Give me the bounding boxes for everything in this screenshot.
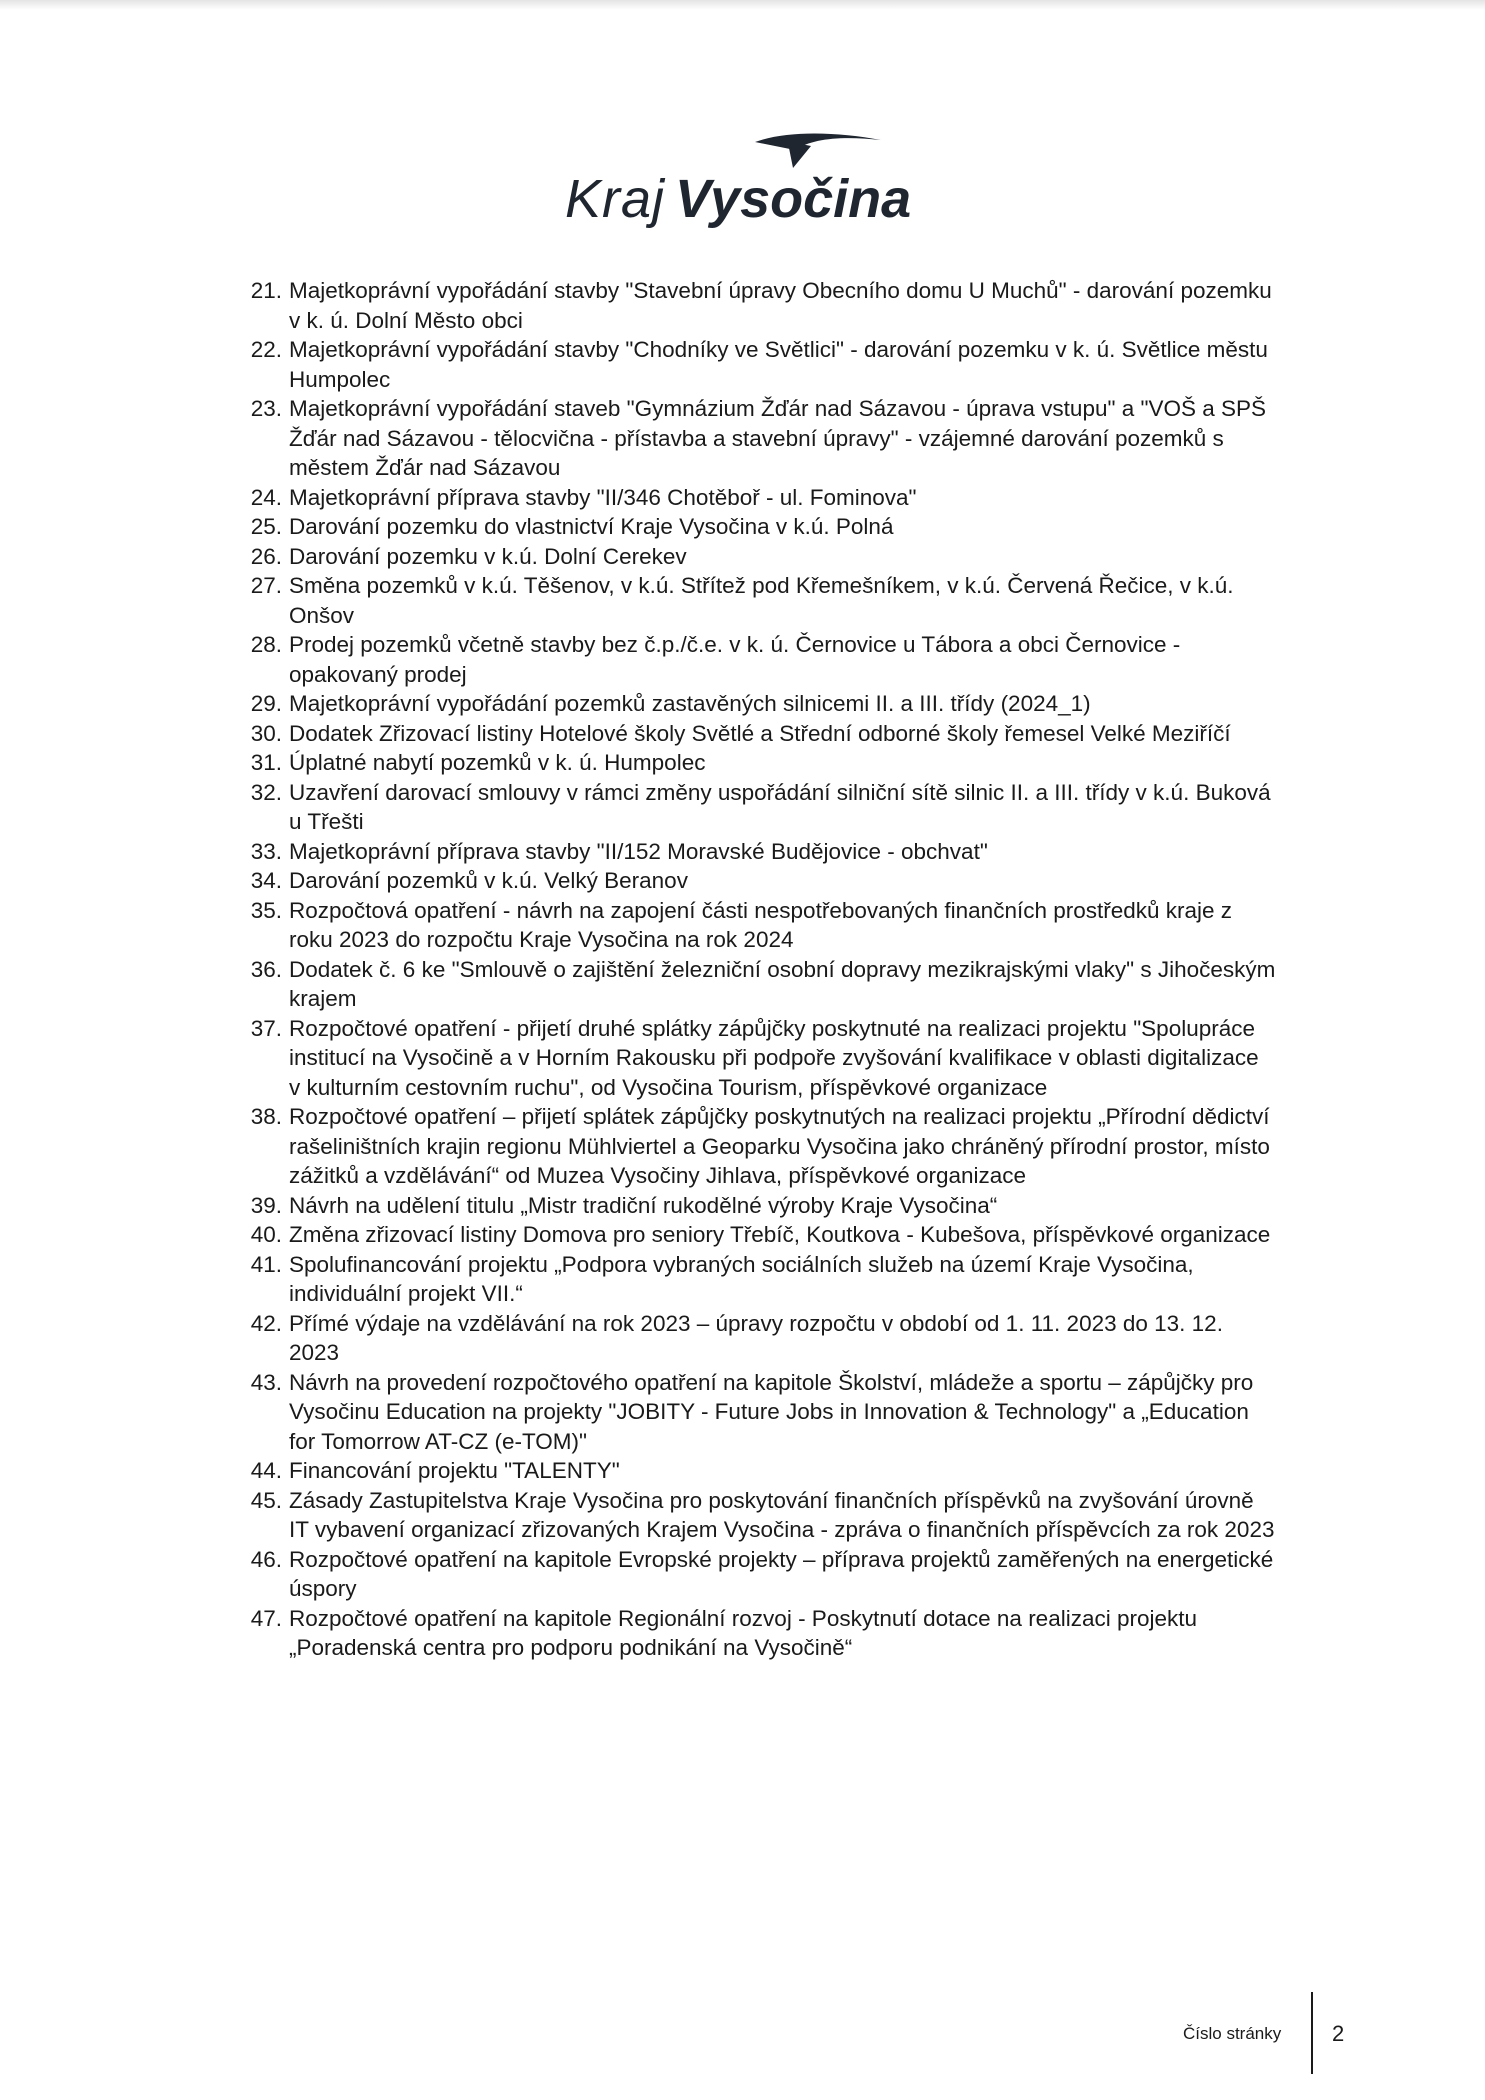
agenda-item-number: 35. (250, 897, 282, 923)
logo-text-vysocina: Vysočina (675, 169, 912, 229)
agenda-item-number: 24. (250, 484, 282, 510)
agenda-item-number: 27. (250, 573, 282, 598)
agenda-item-number: 21. (250, 278, 282, 303)
agenda-item-number: 46. (250, 1546, 282, 1572)
agenda-item (236, 571, 1276, 630)
agenda-item-text: Majetkoprávní vypořádání stavby "Chodníky ve Světlici" - darování pozemku v k. ú. Světlice městu Humpolec (289, 337, 1268, 392)
agenda-item-text: Spolufinancování projektu „Podpora vybraných sociálních služeb na území Kraje Vysočina, individuální projekt VII.“ (289, 1251, 1194, 1306)
agenda-item-text: Darování pozemku do vlastnictví Kraje Vysočina v k.ú. Polná (289, 514, 894, 539)
agenda-item-text: Majetkoprávní vypořádání pozemků zastavěných silnicemi II. a III. třídy (2024_1) (289, 691, 1091, 716)
agenda-item (236, 1014, 1276, 1103)
agenda-item-text: Majetkoprávní příprava stavby "II/346 Chotěboř - ul. Fominova" (289, 484, 917, 510)
agenda-item-number: 26. (250, 543, 282, 569)
agenda-item (236, 719, 1276, 749)
logo-wordmark (565, 168, 911, 230)
agenda-item-text: Rozpočtová opatření - návrh na zapojení části nespotřebovaných finančních prostředků kraje z roku 2023 do rozpočtu Kraje Vysočina na rok 2024 (289, 897, 1233, 952)
agenda-item-text: Návrh na provedení rozpočtového opatření na kapitole Školství, mládeže a sportu – zápůjčky pro Vysočinu Education na projekty "JOBITY - Future Jobs in Innovation & Technology" a „Education for Tomorrow AT-CZ (e-TOM)" (289, 1369, 1254, 1454)
agenda-item-number: 44. (250, 1458, 282, 1483)
agenda-item-text: Přímé výdaje na vzdělávání na rok 2023 – úpravy rozpočtu v období od 1. 11. 2023 do 13. 12. 2023 (289, 1310, 1223, 1365)
agenda-item-text: Směna pozemků v k.ú. Těšenov, v k.ú. Střítež pod Křemešníkem, v k.ú. Červená Řečice, v k.ú. Onšov (289, 573, 1234, 628)
agenda-item-number: 40. (250, 1222, 282, 1247)
agenda-item-number: 39. (250, 1192, 282, 1218)
agenda-item-number: 47. (250, 1605, 282, 1631)
agenda-item-number: 23. (250, 396, 282, 421)
kraj-vysocina-logo (565, 128, 912, 229)
agenda-item (236, 837, 1276, 867)
agenda-item (236, 1456, 1276, 1486)
agenda-item-number: 30. (250, 720, 282, 746)
logo-text-kraj: Kraj (565, 169, 666, 229)
scan-edge (0, 0, 1485, 10)
agenda-item-number: 22. (250, 337, 282, 362)
agenda-item-number: 31. (250, 750, 282, 775)
agenda-item-text: Majetkoprávní příprava stavby "II/152 Moravské Budějovice - obchvat" (289, 838, 988, 864)
agenda-item (236, 1604, 1276, 1663)
agenda-item (236, 1486, 1276, 1545)
agenda-item (236, 335, 1276, 394)
agenda-item-number: 34. (250, 868, 282, 893)
agenda-item-text: Úplatné nabytí pozemků v k. ú. Humpolec (289, 750, 706, 775)
agenda-item-number: 25. (250, 514, 282, 539)
agenda-item-text: Rozpočtové opatření na kapitole Evropské projekty – příprava projektů zaměřených na energetické úspory (289, 1546, 1274, 1601)
footer-divider (1311, 1992, 1313, 2074)
agenda-item (236, 1191, 1276, 1221)
agenda-item (236, 1309, 1276, 1368)
agenda-item-number: 38. (250, 1104, 282, 1129)
agenda-list (236, 276, 1276, 1663)
agenda-item-number: 42. (250, 1310, 282, 1336)
agenda-item (236, 1368, 1276, 1457)
agenda-item-number: 36. (250, 956, 282, 982)
agenda-item-text: Majetkoprávní vypořádání stavby "Stavební úpravy Obecního domu U Muchů" - darování pozemku v k. ú. Dolní Město obci (289, 278, 1272, 333)
agenda-item (236, 1220, 1276, 1250)
page-number: 2 (1332, 2021, 1345, 2046)
agenda-item (236, 1250, 1276, 1309)
agenda-item (236, 955, 1276, 1014)
agenda-item (236, 748, 1276, 778)
agenda-item (236, 512, 1276, 542)
swoosh-icon (753, 128, 883, 170)
agenda-item-number: 33. (250, 838, 282, 864)
agenda-item-text: Rozpočtové opatření - přijetí druhé splátky zápůjčky poskytnuté na realizaci projektu "Spolupráce institucí na Vysočině a v Horním Rakousku při podpoře zvyšování kvalifikace v oblasti digitalizace v kulturním cestovním ruchu", od Vysočina Tourism, příspěvkové organizace (289, 1015, 1259, 1100)
agenda-item (236, 394, 1276, 483)
agenda-item (236, 1545, 1276, 1604)
agenda-item-number: 43. (250, 1369, 282, 1395)
agenda-item-number: 32. (250, 779, 282, 805)
agenda-item-text: Dodatek č. 6 ke "Smlouvě o zajištění železniční osobní dopravy mezikrajskými vlaky" s Jihočeským krajem (289, 956, 1276, 1011)
agenda-item (236, 542, 1276, 572)
agenda-item-number: 41. (250, 1251, 282, 1277)
agenda-item (236, 866, 1276, 896)
agenda-item (236, 778, 1276, 837)
agenda-item-text: Změna zřizovací listiny Domova pro seniory Třebíč, Koutkova - Kubešova, příspěvkové organizace (289, 1222, 1271, 1247)
agenda-item-number: 28. (250, 632, 282, 657)
agenda-item-text: Dodatek Zřizovací listiny Hotelové školy Světlé a Střední odborné školy řemesel Velké Meziříčí (289, 720, 1231, 746)
agenda-item-number: 29. (250, 691, 282, 716)
agenda-item (236, 689, 1276, 719)
agenda-item-text: Uzavření darovací smlouvy v rámci změny uspořádání silniční sítě silnic II. a III. třídy v k.ú. Buková u Třešti (289, 779, 1271, 834)
agenda-item (236, 630, 1276, 689)
agenda-item (236, 896, 1276, 955)
agenda-item-text: Rozpočtové opatření na kapitole Regionální rozvoj - Poskytnutí dotace na realizaci projektu „Poradenská centra pro podporu podnikání na Vysočině“ (289, 1605, 1198, 1660)
agenda-item-text: Financování projektu "TALENTY" (289, 1458, 620, 1483)
agenda-item (236, 483, 1276, 513)
agenda-item-text: Prodej pozemků včetně stavby bez č.p./č.e. v k. ú. Černovice u Tábora a obci Černovice - opakovaný prodej (289, 632, 1181, 687)
agenda-item-text: Darování pozemku v k.ú. Dolní Cerekev (289, 543, 687, 569)
agenda-item-number: 37. (250, 1015, 282, 1041)
agenda-item-text: Darování pozemků v k.ú. Velký Beranov (289, 868, 688, 893)
agenda-item (236, 276, 1276, 335)
agenda-item-text: Návrh na udělení titulu „Mistr tradiční rukodělné výroby Kraje Vysočina“ (289, 1192, 998, 1218)
agenda-item-text: Rozpočtové opatření – přijetí splátek zápůjčky poskytnutých na realizaci projektu „Přírodní dědictví rašeliništních krajin regionu Mühlviertel a Geoparku Vysočina jako chráněný přírodní prostor, místo zážitků a vzdělávání“ od Muzea Vysočiny Jihlava, příspěvkové organizace (289, 1104, 1270, 1188)
agenda-item (236, 1102, 1276, 1191)
agenda-item-number: 45. (250, 1487, 282, 1513)
agenda-item-text: Majetkoprávní vypořádání staveb "Gymnázium Žďár nad Sázavou - úprava vstupu" a "VOŠ a SPŠ Žďár nad Sázavou - tělocvična - přístavba a stavební úpravy" - vzájemné darování pozemků s městem Žďár nad Sázavou (289, 396, 1267, 480)
agenda-item-text: Zásady Zastupitelstva Kraje Vysočina pro poskytování finančních příspěvků na zvyšování úrovně IT vybavení organizací zřizovaných Krajem Vysočina - zpráva o finančních příspěvcích za rok 2023 (289, 1487, 1275, 1542)
page-number-label: Číslo stránky (1183, 2024, 1282, 2043)
